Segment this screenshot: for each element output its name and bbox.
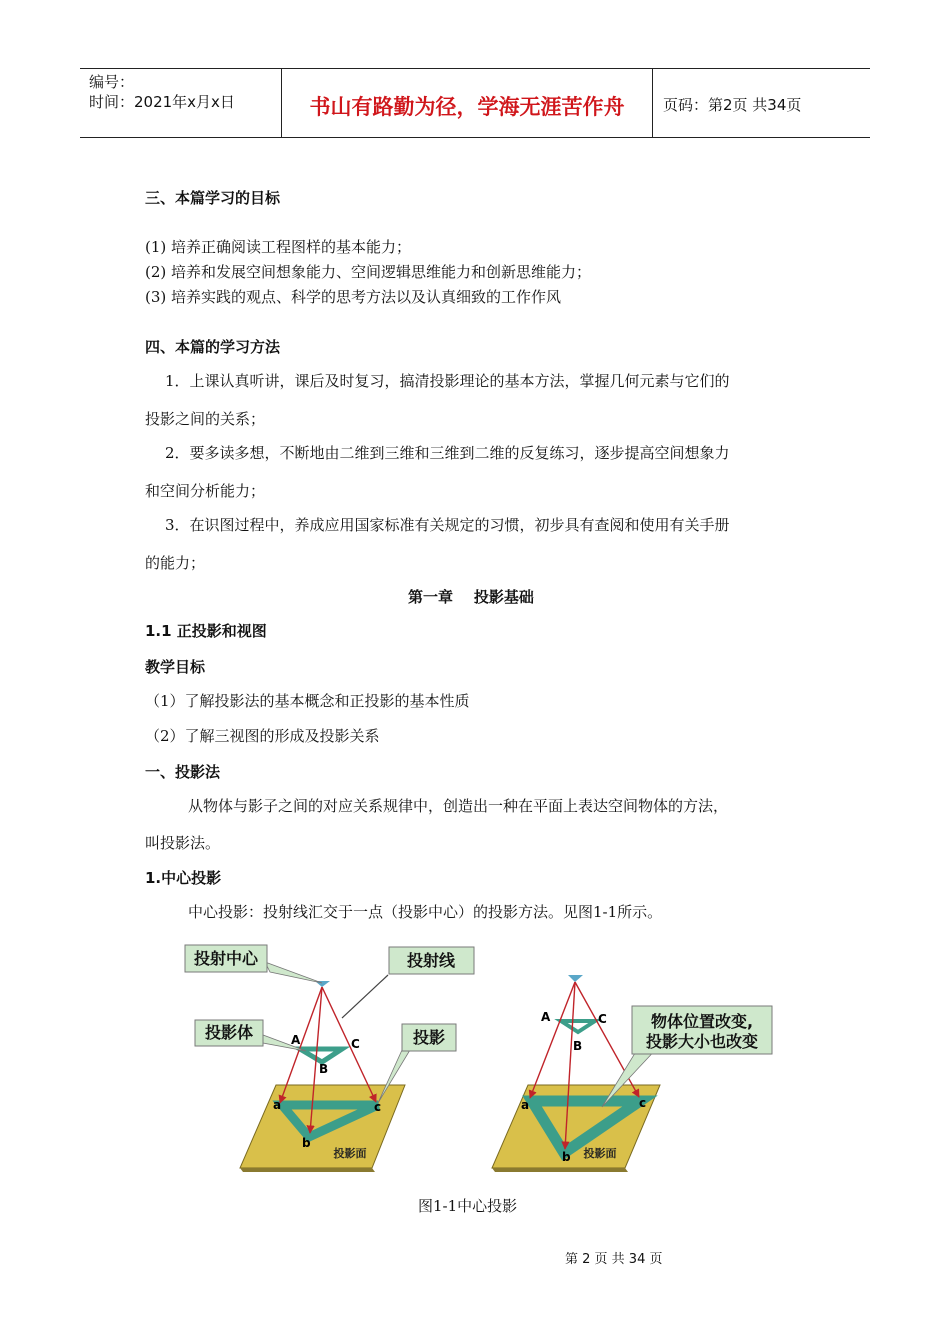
chapter-title: 第一章 投影基础 (408, 588, 534, 606)
left-center-pointer (265, 962, 322, 983)
left-pt-b: b (302, 1136, 311, 1150)
header-motto: 书山有路勤为径，学海无涯苦作舟 (309, 95, 625, 119)
right-ray-a (530, 982, 575, 1098)
left-ray-pointer (342, 975, 388, 1018)
teaching-goal-title: 教学目标 (145, 658, 206, 676)
right-pt-b: b (562, 1150, 571, 1164)
header-left-cell (80, 69, 282, 137)
teaching-goal-1: （1）了解投影法的基本概念和正投影的基本性质 (145, 692, 470, 710)
right-pt-C: C (598, 1012, 607, 1026)
right-pt-c: c (639, 1096, 647, 1110)
left-ray-label: 投射线 (406, 951, 456, 970)
section-3-title: 三、本篇学习的目标 (145, 189, 281, 207)
goal-2: (2) 培养和发展空间想象能力、空间逻辑思维能力和创新思维能力； (145, 263, 592, 281)
central-projection-figure (170, 935, 790, 1180)
left-body-label: 投影体 (204, 1023, 254, 1042)
header-page-cell (653, 69, 870, 137)
left-pt-A: A (291, 1033, 301, 1047)
right-plane-label: 投影面 (583, 1147, 617, 1160)
left-pt-c: c (374, 1100, 382, 1114)
central-projection-paragraph: 中心投影：投射线汇交于一点（投影中心）的投影方法。见图1-1所示。 (188, 903, 663, 921)
left-proj-label: 投影 (412, 1028, 446, 1047)
goal-1: (1) 培养正确阅读工程图样的基本能力； (145, 238, 412, 256)
left-diagram (185, 945, 474, 1172)
page-header (80, 68, 870, 138)
left-pt-a: a (273, 1098, 282, 1112)
section-4-title: 四、本篇的学习方法 (145, 338, 281, 356)
right-plane-edge (492, 1168, 628, 1172)
central-projection-title: 1.中心投影 (145, 869, 222, 887)
method-3-line-1: 3．在识图过程中，养成应用国家标准有关规定的习惯，初步具有查阅和使用有关手册 (165, 516, 730, 534)
left-plane-label: 投影面 (333, 1147, 367, 1160)
figure-caption: 图1-1中心投影 (418, 1197, 518, 1215)
method-2-line-2: 和空间分析能力； (145, 482, 266, 500)
header-motto-cell (282, 69, 653, 137)
method-3-line-2: 的能力； (145, 554, 206, 572)
left-pt-B: B (319, 1062, 329, 1076)
left-plane-edge (240, 1168, 375, 1172)
projection-paragraph-line-1: 从物体与影子之间的对应关系规律中，创造出一种在平面上表达空间物体的方法， (188, 797, 729, 815)
right-pt-B: B (573, 1039, 583, 1053)
right-pt-a: a (521, 1098, 530, 1112)
projection-method-title: 一、投影法 (145, 763, 221, 781)
doc-time-label: 时间：2021年x月x日 (89, 93, 235, 111)
right-ray-c (575, 982, 639, 1097)
page-footer: 第 2 页 共 34 页 (565, 1252, 663, 1267)
right-projection-center (568, 975, 583, 982)
header-page-info: 页码：第2页 共34页 (663, 96, 802, 114)
doc-number-label: 编号： (89, 73, 135, 91)
teaching-goal-2: （2）了解三视图的形成及投影关系 (145, 727, 380, 745)
right-object-triangle (561, 1021, 595, 1032)
left-object-triangle (300, 1049, 342, 1062)
left-pt-C: C (351, 1037, 360, 1051)
section-1-1-title: 1.1 正投影和视图 (145, 622, 267, 640)
projection-paragraph-line-2: 叫投影法。 (145, 834, 221, 852)
right-pt-A: A (541, 1010, 551, 1024)
method-1-line-2: 投影之间的关系； (145, 410, 266, 428)
method-2-line-1: 2．要多读多想，不断地由二维到三维和三维到二维的反复练习，逐步提高空间想象力 (165, 444, 730, 462)
left-center-label: 投射中心 (193, 949, 259, 968)
goal-3: (3) 培养实践的观点、科学的思考方法以及认真细致的工作作风 (145, 288, 562, 306)
right-diagram (492, 975, 772, 1172)
method-1-line-1: 1．上课认真听讲，课后及时复习，搞清投影理论的基本方法，掌握几何元素与它们的 (165, 372, 730, 390)
right-change-label-1: 物体位置改变, (650, 1012, 754, 1031)
right-change-label-2: 投影大小也改变 (645, 1032, 759, 1051)
